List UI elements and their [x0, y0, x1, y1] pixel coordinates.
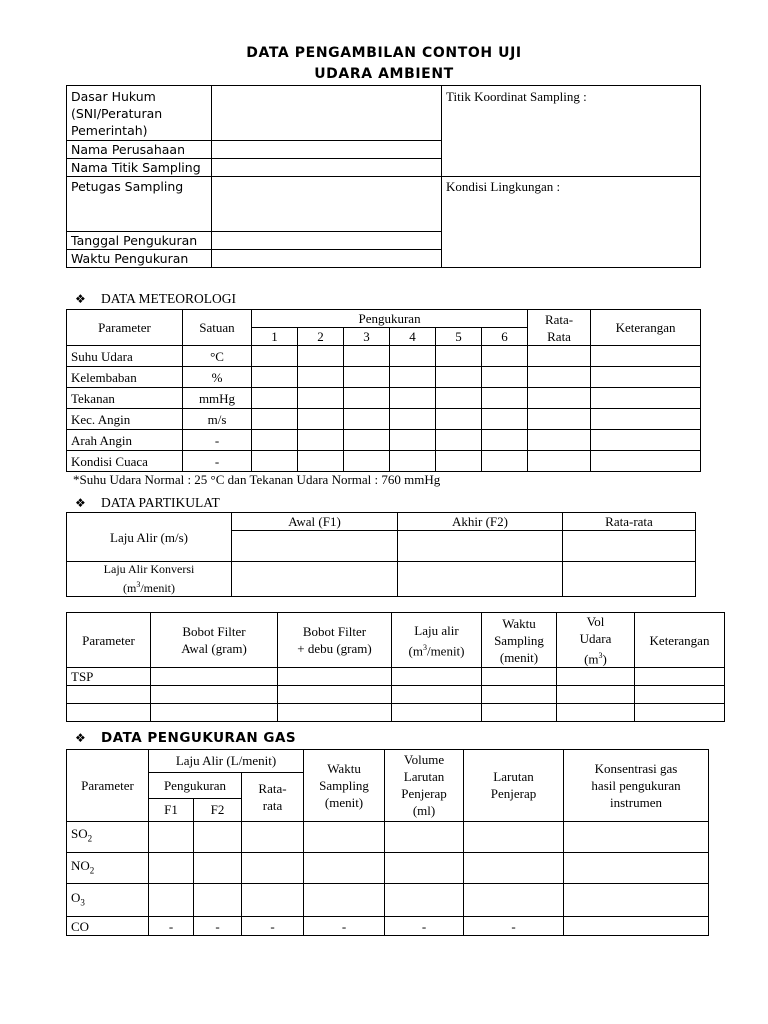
meteo-col-3: 3	[344, 328, 390, 346]
table-row	[67, 917, 709, 936]
titik-koordinat-cell[interactable]	[442, 86, 701, 177]
meteo-unit: m/s	[183, 409, 252, 430]
nama-titik-label: Nama Titik Sampling	[67, 159, 212, 177]
meteo-param: Kelembaban	[67, 367, 183, 388]
table-row	[67, 884, 709, 917]
gas-co-dash: -	[242, 917, 304, 936]
gas-header-f2: F2	[194, 798, 242, 821]
petugas-label: Petugas Sampling	[67, 177, 212, 231]
meteo-header-satuan: Satuan	[183, 310, 252, 346]
tsp-header-waktu: Waktu Sampling (menit)	[482, 613, 557, 668]
meteo-col-2: 2	[298, 328, 344, 346]
meteo-header-pengukuran: Pengukuran	[252, 310, 528, 328]
form-title-line2: UDARA AMBIENT	[314, 66, 454, 82]
gas-co-dash: -	[385, 917, 464, 936]
kondisi-lingkungan-label: Kondisi Lingkungan :	[446, 179, 561, 195]
gas-header-waktu: Waktu Sampling (menit)	[304, 750, 385, 822]
meteo-unit: %	[183, 367, 252, 388]
table-row	[67, 451, 701, 472]
gas-header-konsentrasi: Konsentrasi gas hasil pengukuran instrumen	[564, 750, 709, 822]
meteo-param: Kec. Angin	[67, 409, 183, 430]
tanggal-field[interactable]	[212, 231, 442, 249]
gas-header-volume: Volume Larutan Penjerap (ml)	[385, 750, 464, 822]
partikulat-tsp-table	[66, 612, 725, 722]
gas-row-o3: $O_3$	[67, 884, 149, 917]
meteo-unit: mmHg	[183, 388, 252, 409]
rata-header: Rata-rata	[563, 513, 696, 531]
gas-header-laju: Laju Alir (L/menit)	[149, 750, 304, 773]
titik-koordinat-label: Titik Koordinat Sampling :	[446, 89, 587, 104]
tsp-header-bobot-awal: Bobot Filter Awal (gram)	[151, 613, 278, 668]
tsp-row-label: TSP	[67, 668, 151, 686]
tsp-header-keterangan: Keterangan	[635, 613, 725, 668]
meteo-unit: °C	[183, 346, 252, 367]
gas-row-so2: $SO_2$	[67, 821, 149, 852]
general-info-table	[66, 85, 701, 268]
gas-header-f1: F1	[149, 798, 194, 821]
table-row	[67, 704, 725, 722]
form-title-line1: DATA PENGAMBILAN CONTOH UJI	[246, 45, 522, 61]
gas-co-dash: -	[464, 917, 564, 936]
meteo-col-1: 1	[252, 328, 298, 346]
gas-header-parameter: Parameter	[67, 750, 149, 822]
table-row	[67, 409, 701, 430]
nama-perusahaan-field[interactable]	[212, 141, 442, 159]
meteo-param: Suhu Udara	[67, 346, 183, 367]
kondisi-lingkungan-cell[interactable]	[442, 177, 701, 268]
waktu-label: Waktu Pengukuran	[67, 249, 212, 267]
partikulat-section-heading	[75, 495, 220, 511]
meteo-section-label: DATA METEOROLOGI	[101, 291, 237, 306]
tsp-header-vol: Vol Udara $(m^3)$	[557, 613, 635, 668]
diamond-bullet-icon: ❖	[75, 731, 86, 745]
tsp-header-parameter: Parameter	[67, 613, 151, 668]
tsp-header-bobot-debu: Bobot Filter + debu (gram)	[278, 613, 392, 668]
nama-titik-field[interactable]	[212, 159, 442, 177]
dasar-hukum-field[interactable]	[212, 86, 442, 141]
partikulat-section-label: DATA PARTIKULAT	[101, 495, 220, 510]
table-row	[67, 346, 701, 367]
gas-row-co: CO	[67, 917, 149, 936]
table-row	[67, 367, 701, 388]
meteo-col-5: 5	[436, 328, 482, 346]
laju-konversi-label: Laju Alir Konversi $(m^3/menit)$	[67, 562, 232, 597]
waktu-field[interactable]	[212, 249, 442, 267]
meteo-col-6: 6	[482, 328, 528, 346]
gas-co-dash: -	[194, 917, 242, 936]
gas-header-larutan: Larutan Penjerap	[464, 750, 564, 822]
meteo-header-parameter: Parameter	[67, 310, 183, 346]
table-row	[67, 686, 725, 704]
gas-header-rata: Rata- rata	[242, 772, 304, 821]
meteo-param: Arah Angin	[67, 430, 183, 451]
gas-header-pengukuran: Pengukuran	[149, 772, 242, 798]
gas-row-no2: $NO_2$	[67, 852, 149, 883]
gas-section-label: DATA PENGUKURAN GAS	[101, 730, 297, 746]
petugas-field[interactable]	[212, 177, 442, 231]
table-row	[67, 388, 701, 409]
tanggal-label: Tanggal Pengukuran	[67, 231, 212, 249]
table-row	[67, 668, 725, 686]
meteo-header-rata: Rata- Rata	[528, 310, 591, 346]
awal-header: Awal (F1)	[232, 513, 398, 531]
gas-co-dash: -	[304, 917, 385, 936]
tsp-header-laju: Laju alir $(m^3/menit)$	[392, 613, 482, 668]
nama-perusahaan-label: Nama Perusahaan	[67, 141, 212, 159]
table-row	[67, 852, 709, 883]
table-row	[67, 430, 701, 451]
diamond-bullet-icon: ❖	[75, 496, 86, 510]
meteo-unit: -	[183, 430, 252, 451]
gas-table	[66, 749, 709, 936]
meteo-header-keterangan: Keterangan	[591, 310, 701, 346]
meteo-param: Kondisi Cuaca	[67, 451, 183, 472]
gas-section-heading	[75, 730, 296, 746]
meteo-section-heading	[75, 291, 236, 307]
akhir-header: Akhir (F2)	[398, 513, 563, 531]
meteo-footnote: *Suhu Udara Normal : 25 °C dan Tekanan Udara Normal : 760 mmHg	[73, 472, 441, 487]
laju-alir-label: Laju Alir (m/s)	[67, 513, 232, 562]
diamond-bullet-icon: ❖	[75, 292, 86, 306]
table-row	[67, 821, 709, 852]
partikulat-flow-table	[66, 512, 696, 597]
meteo-param: Tekanan	[67, 388, 183, 409]
gas-co-dash: -	[149, 917, 194, 936]
meteo-unit: -	[183, 451, 252, 472]
meteo-col-4: 4	[390, 328, 436, 346]
meteo-table	[66, 309, 701, 472]
dasar-hukum-label: Dasar Hukum (SNI/Peraturan Pemerintah)	[67, 86, 212, 141]
